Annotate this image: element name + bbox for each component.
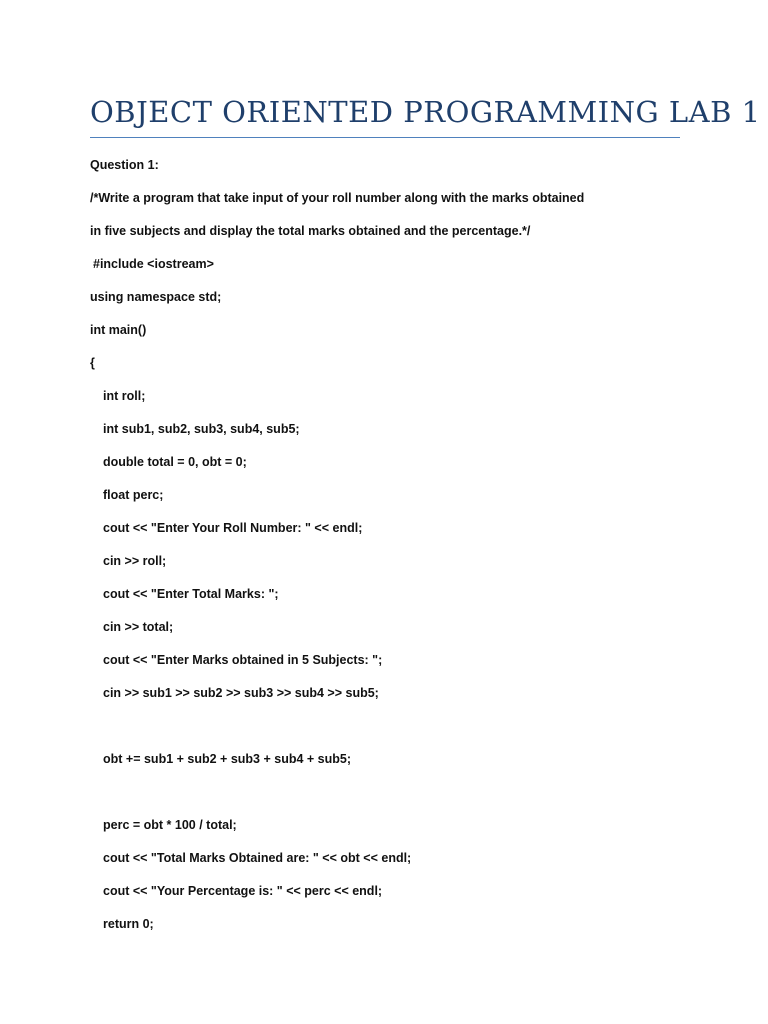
code-line: { [90, 356, 95, 370]
title-underline [90, 137, 680, 138]
code-line: cin >> roll; [103, 554, 167, 568]
code-line: cout << "Enter Marks obtained in 5 Subjects: "; [103, 653, 383, 667]
code-line: perc = obt * 100 / total; [103, 818, 237, 832]
blank-line [90, 714, 710, 747]
code-line: cout << "Enter Total Marks: "; [103, 587, 279, 601]
document-title: OBJECT ORIENTED PROGRAMMING LAB 1 [90, 95, 761, 129]
code-line: cin >> sub1 >> sub2 >> sub3 >> sub4 >> sub5; [103, 686, 379, 700]
blank-line [90, 780, 710, 813]
code-line: cin >> total; [103, 620, 174, 634]
code-line: float perc; [103, 488, 164, 502]
code-line: double total = 0, obt = 0; [103, 455, 247, 469]
code-line: int main() [90, 323, 147, 337]
code-line: obt += sub1 + sub2 + sub3 + sub4 + sub5; [103, 752, 351, 766]
code-line: return 0; [103, 917, 154, 931]
code-line: cout << "Enter Your Roll Number: " << endl; [103, 521, 363, 535]
code-line: int roll; [103, 389, 146, 403]
question-heading: Question 1: [90, 158, 159, 172]
code-line: cout << "Total Marks Obtained are: " << obt << endl; [103, 851, 412, 865]
question-text-line: in five subjects and display the total marks obtained and the percentage.*/ [90, 224, 531, 238]
question-text-line: /*Write a program that take input of your roll number along with the marks obtained [90, 191, 585, 205]
code-line: cout << "Your Percentage is: " << perc << endl; [103, 884, 383, 898]
code-line: using namespace std; [90, 290, 222, 304]
code-line: int sub1, sub2, sub3, sub4, sub5; [103, 422, 300, 436]
document-body [90, 153, 710, 945]
code-line: #include <iostream> [93, 257, 214, 271]
